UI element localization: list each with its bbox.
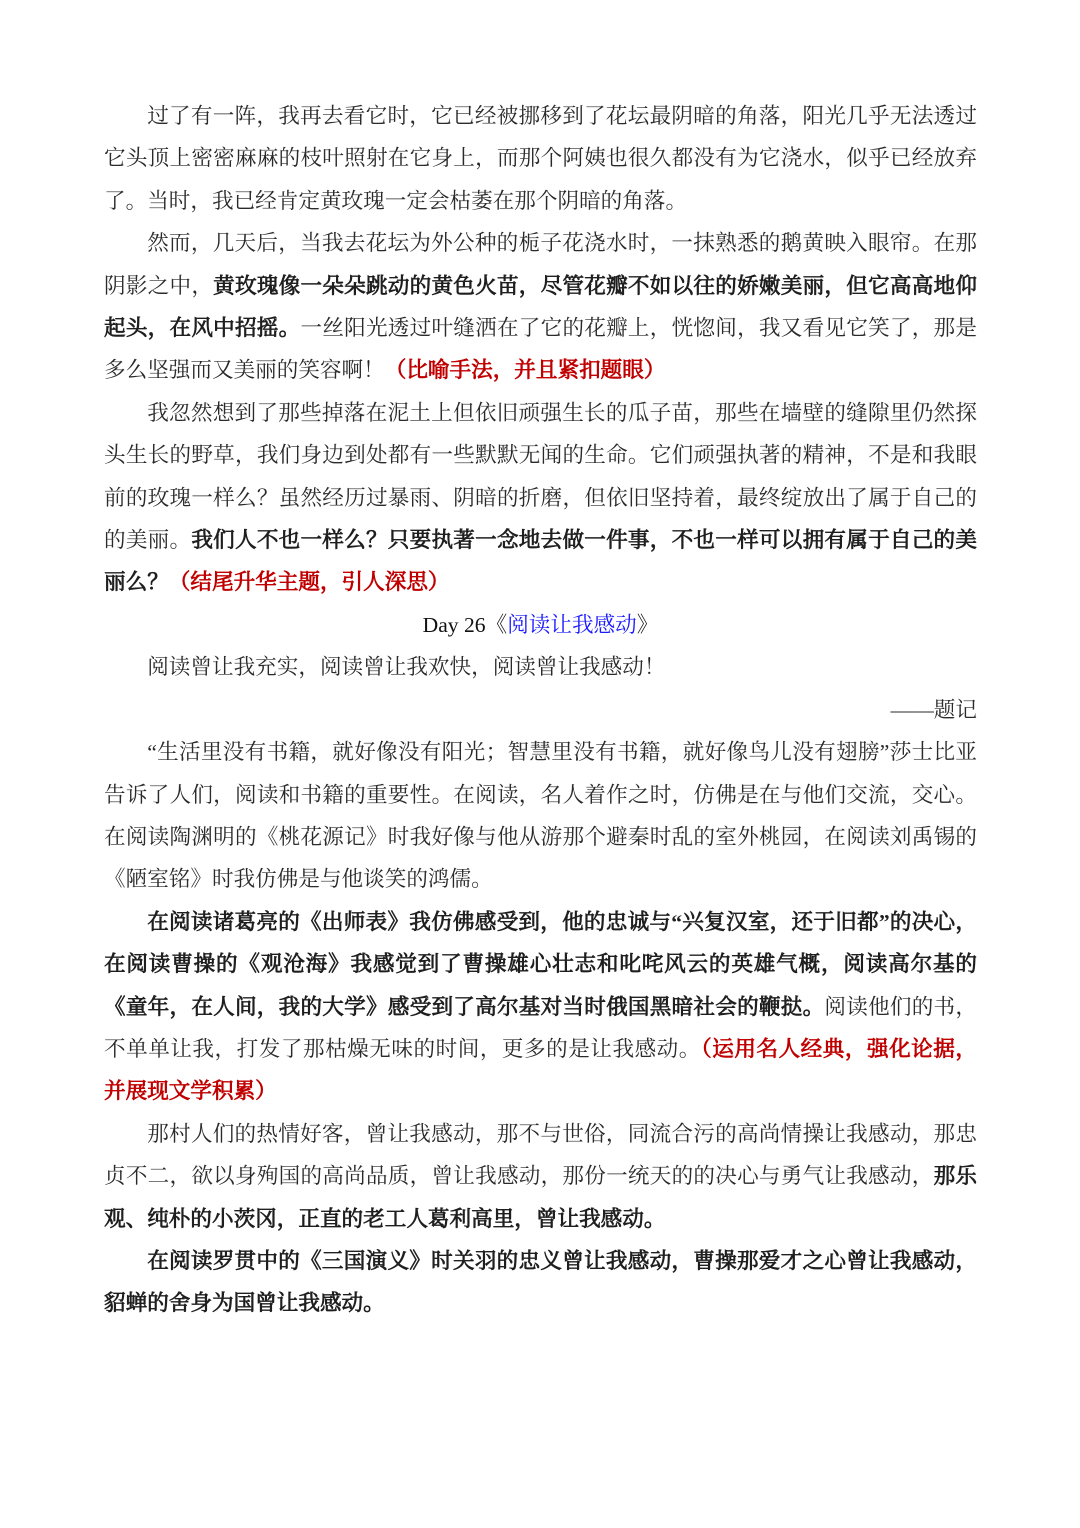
- body-text: “生活里没有书籍，就好像没有阳光；智慧里没有书籍，就好像鸟儿没有翅膀”莎士比亚告诉了人们，阅读和书籍的重要性。在阅读，名人着作之时，仿佛是在与他们交流，交心。在阅读陶渊明的《桃花源记》时我好像与他从游那个避秦时乱的室外桃园，在阅读刘禹锡的《陋室铭》时我仿佛是与他谈笑的鸿儒。: [104, 740, 977, 892]
- body-text: 一丝阳光透过叶缝洒在了它的花瓣上，恍惚间，我又看见它笑了，那是多么坚强而又美丽的笑容啊！: [104, 316, 977, 383]
- paragraph: [104, 95, 977, 222]
- paragraph: [104, 901, 977, 1113]
- body-text: 阅读他们的书，不单单让我，打发了那枯燥无味的时间，更多的是让我感动。: [104, 994, 977, 1061]
- paragraph: [104, 1240, 977, 1325]
- paragraph: [104, 222, 977, 392]
- annotation-comment: （比喻手法，并且紧扣题眼）: [384, 358, 666, 383]
- epigraph: 阅读曾让我充实，阅读曾让我欢快，阅读曾让我感动！: [147, 655, 666, 680]
- emphasized-text: 那乐观、纯朴的小茨冈，正直的老工人葛利高里，曾让我感动。: [104, 1164, 977, 1231]
- document-page: [104, 95, 977, 1325]
- paragraph: [104, 731, 977, 901]
- essay-title: [104, 604, 977, 646]
- essay-section-2: [104, 731, 977, 1325]
- body-text: 过了有一阵，我再去看它时，它已经被挪移到了花坛最阴暗的角落，阳光几乎无法透过它头顶上密密麻麻的枝叶照射在它身上，而那个阿姨也很久都没有为它浇水，似乎已经放弃了。当时，我已经肯定黄玫瑰一定会枯萎在那个阴暗的角落。: [104, 104, 977, 213]
- title-book-name: 阅读让我感动: [507, 612, 637, 637]
- emphasized-text: 在阅读罗贯中的《三国演义》时关羽的忠义曾让我感动，曹操那爱才之心曾让我感动，貂蝉的舍身为国曾让我感动。: [104, 1248, 977, 1316]
- essay-section-1: [104, 95, 977, 604]
- title-prefix: Day 26《: [422, 612, 508, 637]
- paragraph: [104, 1113, 977, 1240]
- paragraph: [104, 392, 977, 604]
- epigraph-signature: ——题记: [890, 697, 977, 722]
- body-text: 我忽然想到了那些掉落在泥土上但依旧顽强生长的瓜子苗，那些在墙壁的缝隙里仍然探头生长的野草，我们身边到处都有一些默默无闻的生命。它们顽强执著的精神，不是和我眼前的玫瑰一样么？虽然经历过暴雨、阴暗的折磨，但依旧坚持着，最终绽放出了属于自己的的美丽。: [104, 400, 977, 553]
- emphasized-text: 黄玫瑰像一朵朵跳动的黄色火苗，尽管花瓣不如以往的娇嫩美丽，但它高高地仰起头，在风中招摇。: [104, 273, 977, 341]
- emphasized-text: 我们人不也一样么？只要执著一念地去做一件事，不也一样可以拥有属于自己的美丽么？: [104, 528, 977, 595]
- body-text: 然而，几天后，当我去花坛为外公种的栀子花浇水时，一抹熟悉的鹅黄映入眼帘。在那阴影之中，: [104, 231, 977, 298]
- annotation-comment: （运用名人经典，强化论据，并展现文学积累）: [104, 1036, 977, 1104]
- body-text: 那村人们的热情好客，曾让我感动，那不与世俗，同流合污的高尚情操让我感动，那忠贞不二，欲以身殉国的高尚品质，曾让我感动，那份一统天的的决心与勇气让我感动，: [104, 1121, 977, 1189]
- title-suffix: 》: [636, 612, 659, 637]
- emphasized-text: 在阅读诸葛亮的《出师表》我仿佛感受到，他的忠诚与“兴复汉室，还于旧都”的决心，在阅读曹操的《观沧海》我感觉到了曹操雄心壮志和叱咤风云的英雄气概，阅读高尔基的《童年，在人间，我的大学》感受到了高尔基对当时俄国黑暗社会的鞭挞。: [104, 909, 977, 1019]
- annotation-comment: （结尾升华主题，引人深思）: [168, 570, 450, 595]
